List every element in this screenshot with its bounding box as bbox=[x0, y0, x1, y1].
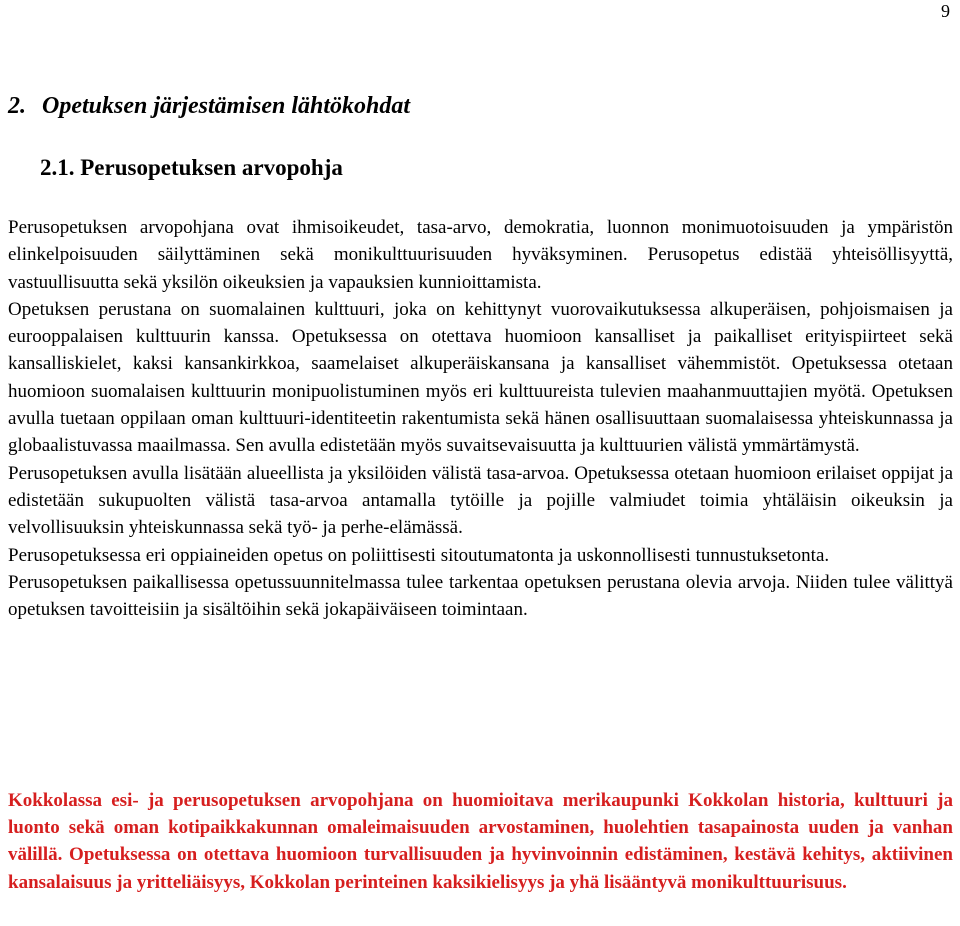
section-number: 2. bbox=[8, 93, 26, 119]
paragraph-culture: Opetuksen perustana on suomalainen kulttuuri, joka on kehittynyt vuorovaikutuksessa alkuperäisen, pohjoismaisen ja eurooppalaisen kulttuurin kanssa. Opetuksessa on otettava huomioon kansalliset ja paikalliset erityispiirteet sekä kansalliskielet, kaksi kansankirkkoa, saamelaiset alkuperäiskansana ja kansalliset vähemmistöt. Opetuksessa otetaan huomioon suomalaisen kulttuurin monipuolistuminen myös eri kulttuureista tulevien maahanmuuttajien myötä. Opetuksen avulla tuetaan oppilaan oman kulttuuri-identiteetin rakentumista sekä hänen osallisuuttaan suomalaisessa yhteiskunnassa ja globaalistuvassa maailmassa. Sen avulla edistetään myös suvaitsevaisuutta ja kulttuurien välistä ymmärtämystä. bbox=[8, 298, 953, 457]
paragraph-equality: Perusopetuksen avulla lisätään alueellista ja yksilöiden välistä tasa-arvoa. Opetuksessa otetaan huomioon erilaiset oppijat ja edistetään sukupuolten välistä tasa-arvoa antamalla tytöille ja pojille valmiudet toimia yhtäläisin oikeuksin ja velvollisuuksin yhteiskunnassa sekä työ- ja perhe-elämässä. bbox=[8, 462, 953, 539]
paragraph-values: Perusopetuksen arvopohjana ovat ihmisoikeudet, tasa-arvo, demokratia, luonnon monimuotoisuuden ja ympäristön elinkelpoisuuden säilyttäminen sekä monikulttuurisuuden hyväksyminen. Perusopetus edistää yhteisöllisyyttä, vastuullisuutta sekä yksilön oikeuksien ja vapauksien kunnioittamista. bbox=[8, 217, 953, 293]
paragraph-local-curriculum: Perusopetuksen paikallisessa opetussuunnitelmassa tulee tarkentaa opetuksen perustana olevia arvoja. Niiden tulee välittyä opetuksen tavoitteisiin ja sisältöihin sekä jokapäiväiseen toimintaan. bbox=[8, 571, 953, 621]
subsection-heading: 2.1. Perusopetuksen arvopohja bbox=[40, 155, 343, 180]
paragraph-neutrality: Perusopetuksessa eri oppiaineiden opetus on poliittisesti sitoutumatonta ja uskonnollisesti tunnustuksetonta. bbox=[8, 544, 830, 566]
section-title: Opetuksen järjestämisen lähtökohdat bbox=[42, 93, 411, 119]
kokkola-local-note: Kokkolassa esi- ja perusopetuksen arvopohjana on huomioitava merikaupunki Kokkolan historia, kulttuuri ja luonto sekä oman kotipaikkakunnan omaleimaisuuden arvostaminen, huolehtien tasapainosta uuden ja vanhan välillä. Opetuksessa on otettava huomioon turvallisuuden ja hyvinvoinnin edistäminen, kestävä kehitys, aktiivinen kansalaisuus ja yritteliäisyys, Kokkolan perinteinen kaksikielisyys ja yhä lisääntyvä monikulttuurisuus. bbox=[8, 790, 953, 893]
body-text bbox=[8, 214, 953, 623]
page-number: 9 bbox=[941, 1, 950, 21]
section-heading bbox=[8, 90, 410, 122]
